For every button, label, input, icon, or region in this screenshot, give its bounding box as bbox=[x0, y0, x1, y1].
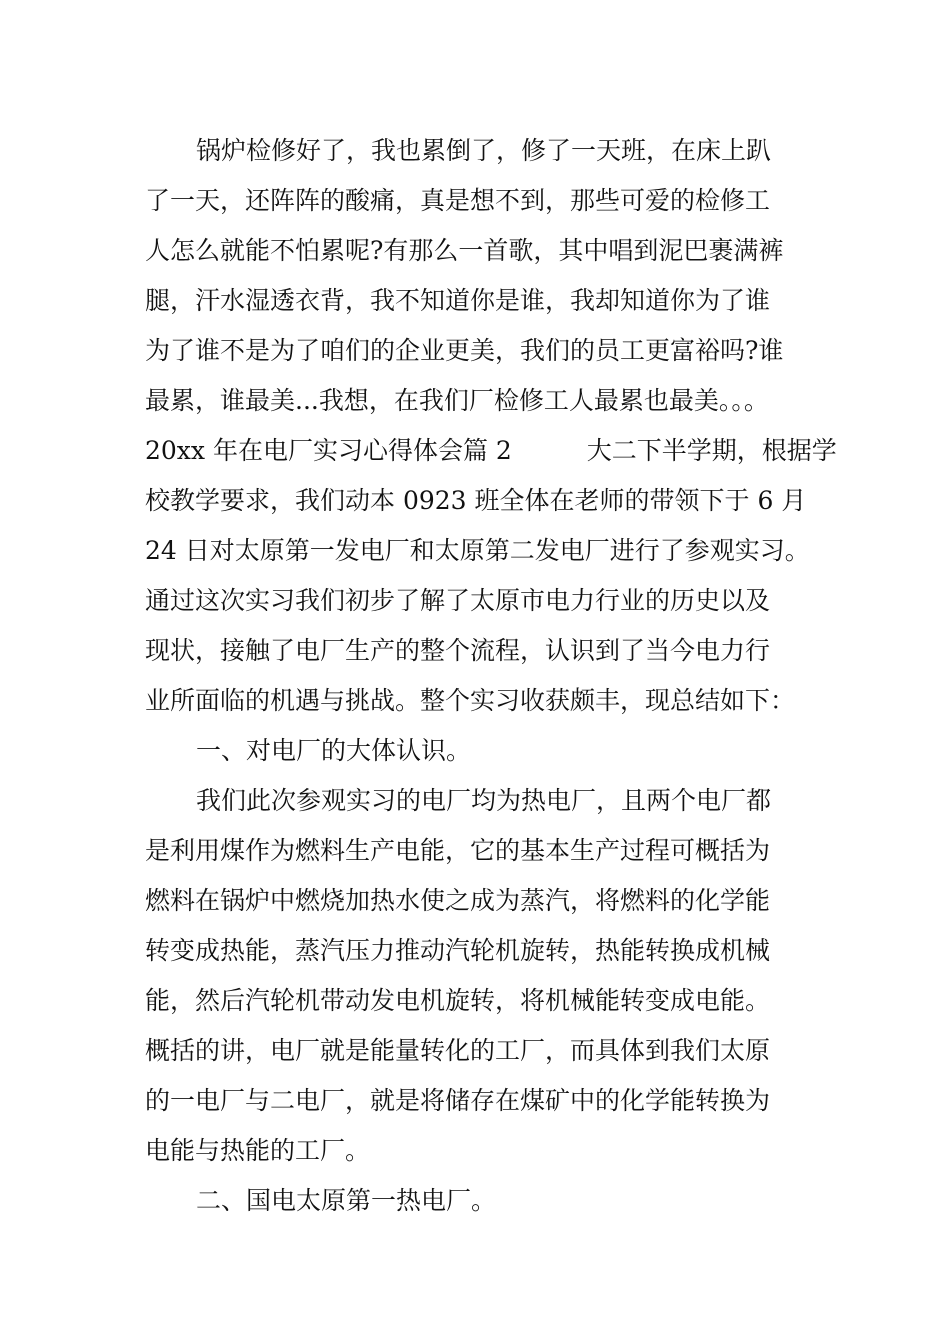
paragraph-line: 业所面临的机遇与挑战。整个实习收获颇丰，现总结如下： bbox=[145, 686, 796, 715]
paragraph-line: 最累，谁最美...我想，在我们厂检修工人最累也最美。。。 bbox=[145, 386, 769, 415]
paragraph-line: 能，然后汽轮机带动发电机旋转，将机械能转变成电能。 bbox=[145, 986, 771, 1015]
paragraph-line: 转变成热能，蒸汽压力推动汽轮机旋转，热能转换成机械 bbox=[145, 936, 771, 965]
subheading-line: 一、对电厂的大体认识。 bbox=[196, 736, 472, 765]
paragraph-line: 我们此次参观实习的电厂均为热电厂，且两个电厂都 bbox=[196, 786, 772, 815]
paragraph-line: 是利用煤作为燃料生产电能，它的基本生产过程可概括为 bbox=[145, 836, 771, 865]
paragraph-line: 校教学要求，我们动本 0923 班全体在老师的带领下于 6 月 bbox=[145, 486, 807, 515]
paragraph-line: 通过这次实习我们初步了解了太原市电力行业的历史以及 bbox=[145, 586, 771, 615]
paragraph-line: 人怎么就能不怕累呢?有那么一首歌，其中唱到泥巴裹满裤 bbox=[145, 236, 784, 265]
paragraph-line: 概括的讲，电厂就是能量转化的工厂，而具体到我们太原 bbox=[145, 1036, 771, 1065]
paragraph-line: 锅炉检修好了，我也累倒了，修了一天班，在床上趴 bbox=[196, 136, 772, 165]
paragraph-line: 电能与热能的工厂。 bbox=[145, 1136, 371, 1165]
paragraph-line: 的一电厂与二电厂，就是将储存在煤矿中的化学能转换为 bbox=[145, 1086, 771, 1115]
paragraph-line: 了一天，还阵阵的酸痛，真是想不到，那些可爱的检修工 bbox=[145, 186, 771, 215]
paragraph-line: 24 日对太原第一发电厂和太原第二发电厂进行了参观实习。 bbox=[145, 536, 810, 565]
paragraph-line: 燃料在锅炉中燃烧加热水使之成为蒸汽，将燃料的化学能 bbox=[145, 886, 771, 915]
paragraph-line: 现状，接触了电厂生产的整个流程，认识到了当今电力行 bbox=[145, 636, 771, 665]
subheading-line: 二、国电太原第一热电厂。 bbox=[196, 1186, 497, 1215]
paragraph-line: 为了谁不是为了咱们的企业更美，我们的员工更富裕吗?谁 bbox=[145, 336, 784, 365]
paragraph-line: 腿，汗水湿透衣背，我不知道你是谁，我却知道你为了谁 bbox=[145, 286, 771, 315]
section-heading-line: 20xx 年在电厂实习心得体会篇 2 大二下半学期，根据学 bbox=[145, 436, 837, 465]
